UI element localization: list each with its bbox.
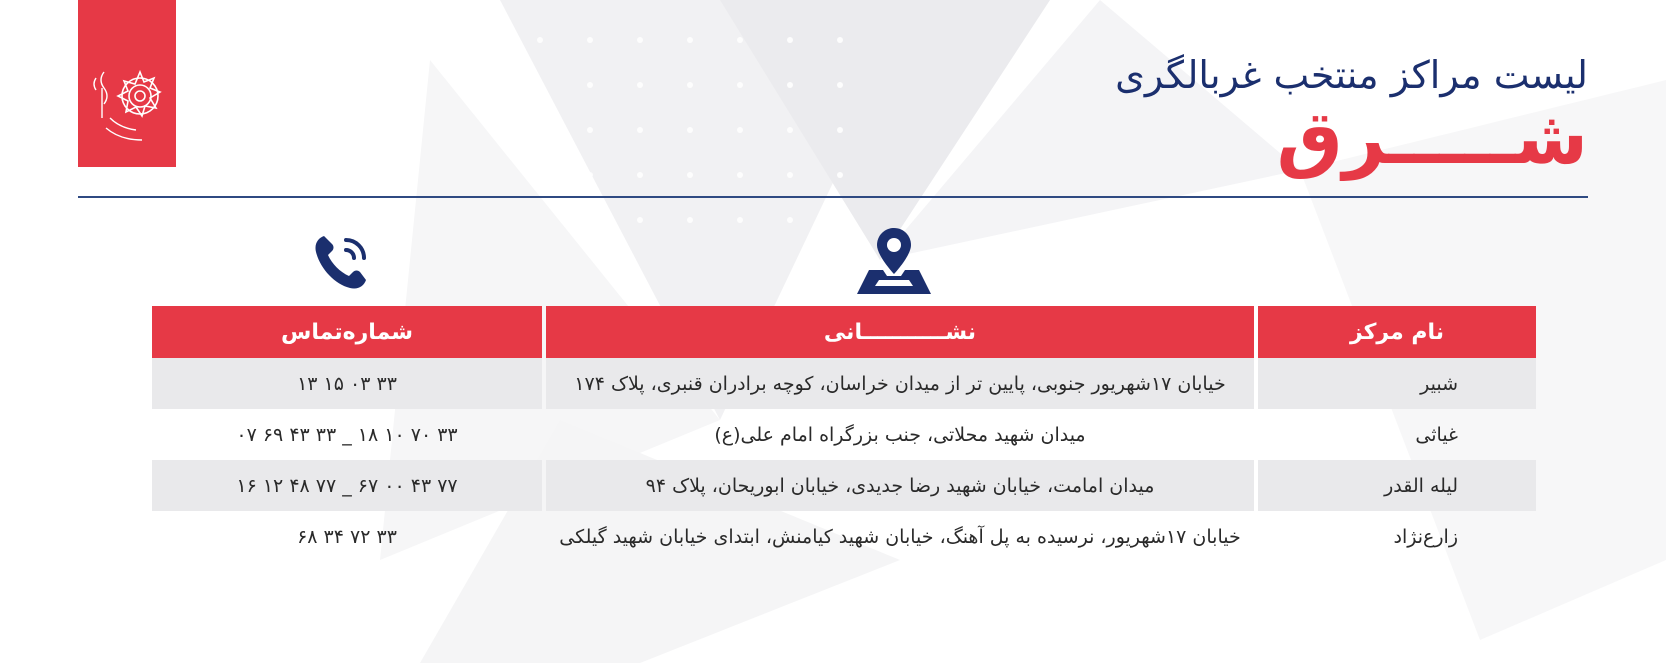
header-divider [78, 196, 1588, 198]
center-address: خیابان ۱۷شهریور جنوبی، پایین تر از میدان خراسان، کوچه برادران قنبری، پلاک ۱۷۴ [546, 358, 1254, 409]
center-name: لیله القدر [1258, 460, 1536, 511]
center-phone: ۳۳ ۰۳ ۱۵ ۱۳ [152, 358, 542, 409]
table-row [152, 358, 1536, 409]
center-phone: ۳۳ ۷۰ ۱۰ ۱۸ _ ۳۳ ۴۳ ۶۹ ۰۷ [236, 423, 458, 446]
center-name: زارع‌نژاد [1393, 525, 1458, 548]
center-address: خیابان ۱۷شهریور، نرسیده به پل آهنگ، خیابان شهید کیامنش، ابتدای خیابان شهید گیلکی [559, 525, 1241, 548]
center-address: میدان امامت، خیابان شهید رضا جدیدی، خیابان ابوریحان، پلاک ۹۴ [546, 460, 1254, 511]
column-header-phone: شماره‌تماس [152, 306, 542, 358]
center-phone: ۳۳ ۷۲ ۳۴ ۶۸ [297, 525, 397, 548]
map-pin-icon [855, 226, 933, 300]
table-row [152, 460, 1536, 511]
center-address: میدان شهید محلاتی، جنب بزرگراه امام علی(ع) [714, 423, 1086, 446]
region-title: شـــــرق [1276, 95, 1588, 181]
phone-signal-icon [310, 230, 374, 298]
column-header-name: نام مرکز [1258, 306, 1536, 358]
center-name: غیاثی [1415, 423, 1458, 446]
table-header-row [152, 306, 1536, 358]
column-header-address: نشـــــــــــانی [546, 306, 1254, 358]
table-row [152, 409, 1536, 460]
centers-table [148, 306, 1540, 562]
center-phone: ۷۷ ۴۳ ۰۰ ۶۷ _ ۷۷ ۴۸ ۱۲ ۱۶ [152, 460, 542, 511]
page-title: لیست مراکز منتخب غربالگری [1115, 53, 1588, 97]
table-row [152, 511, 1536, 562]
university-logo [78, 0, 176, 167]
center-name: شبیر [1258, 358, 1536, 409]
page-header [1115, 52, 1588, 181]
